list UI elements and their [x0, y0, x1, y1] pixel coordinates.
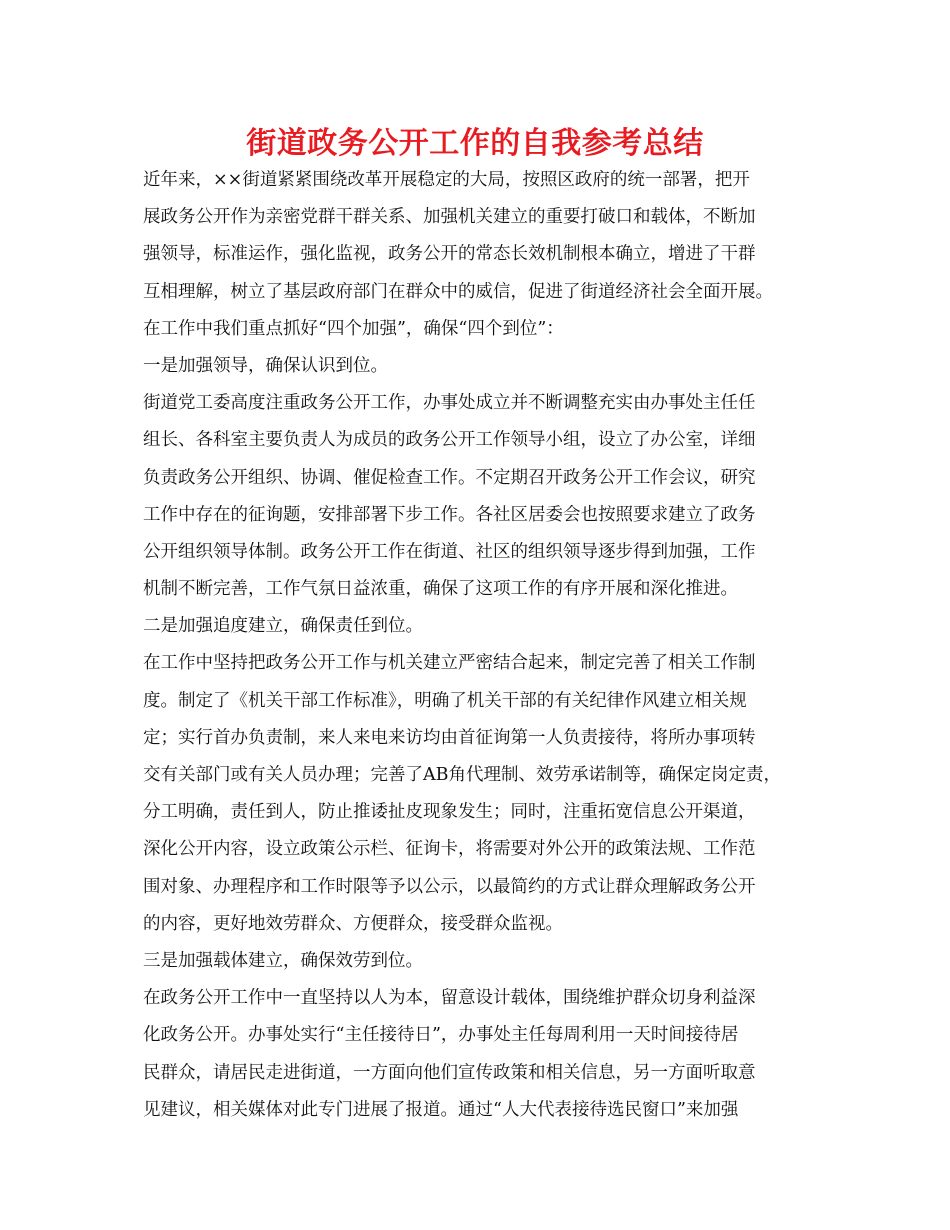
section-heading: 二是加强追度建立，确保责任到位。: [143, 616, 423, 637]
body-line: 近年来，××街道紧紧围绕改革开展稳定的大局，按照区政府的统一部署，把开: [143, 170, 750, 190]
body-line: 定；实行首办负责制，来人来电来访均由首征询第一人负责接待，将所办事项转: [143, 727, 756, 748]
body-line: 民群众，请居民走进街道，一方面向他们宣传政策和相关信息，另一方面听取意: [143, 1062, 756, 1083]
body-line: 工作中存在的征询题，安排部署下步工作。各社区居委会也按照要求建立了政务: [143, 504, 756, 525]
body-line: 交有关部门或有关人员办理；完善了AB角代理制、效劳承诺制等，确保定岗定责，: [143, 765, 781, 785]
section-heading: 三是加强载体建立，确保效劳到位。: [143, 950, 423, 971]
body-line: 组长、各科室主要负责人为成员的政务公开工作领导小组，设立了办公室，详细: [143, 430, 756, 451]
body-line: 街道党工委高度注重政务公开工作，办事处成立并不断调整充实由办事处主任任: [143, 393, 756, 414]
body-line: 互相理解，树立了基层政府部门在群众中的威信，促进了街道经济社会全面开展。: [143, 281, 773, 302]
body-line: 在政务公开工作中一直坚持以人为本，留意设计载体，围绕维护群众切身利益深: [143, 988, 756, 1009]
body-line: 在工作中坚持把政务公开工作与机关建立严密结合起来，制定完善了相关工作制: [143, 653, 756, 674]
body-line: 深化公开内容，设立政策公示栏、征询卡，将需要对外公开的政策法规、工作范: [143, 839, 756, 860]
body-line: 强领导，标准运作，强化监视，政务公开的常态长效机制根本确立，增进了干群: [143, 244, 756, 265]
section-heading: 一是加强领导，确保认识到位。: [143, 355, 388, 376]
body-line: 围对象、办理程序和工作时限等予以公示，以最简约的方式让群众理解政务公开: [143, 876, 756, 897]
body-line: 度。制定了《机关干部工作标准》，明确了机关干部的有关纪律作风建立相关规: [143, 690, 747, 711]
body-line: 公开组织领导体制。政务公开工作在街道、社区的组织领导逐步得到加强，工作: [143, 541, 756, 562]
body-line: 负责政务公开组织、协调、催促检查工作。不定期召开政务公开工作会议，研究: [143, 467, 756, 488]
body-line: 的内容，更好地效劳群众、方便群众，接受群众监视。: [143, 913, 563, 934]
document-title: 街道政务公开工作的自我参考总结: [246, 126, 704, 161]
body-line: 在工作中我们重点抓好“四个加强”，确保“四个到位”：: [143, 318, 564, 339]
body-line: 分工明确，责任到人，防止推诿扯皮现象发生；同时，注重拓宽信息公开渠道，: [143, 802, 756, 823]
body-line: 见建议，相关媒体对此专门进展了报道。通过“人大代表接待选民窗口”来加强: [143, 1099, 739, 1120]
document-body: [143, 162, 815, 1129]
body-line: 机制不断完善，工作气氛日益浓重，确保了这项工作的有序开展和深化推进。: [143, 579, 738, 600]
body-line: 展政务公开作为亲密党群干群关系、加强机关建立的重要打破口和载体，不断加: [143, 207, 756, 228]
body-line: 化政务公开。办事处实行“主任接待日”，办事处主任每周利用一天时间接待居: [143, 1025, 739, 1046]
